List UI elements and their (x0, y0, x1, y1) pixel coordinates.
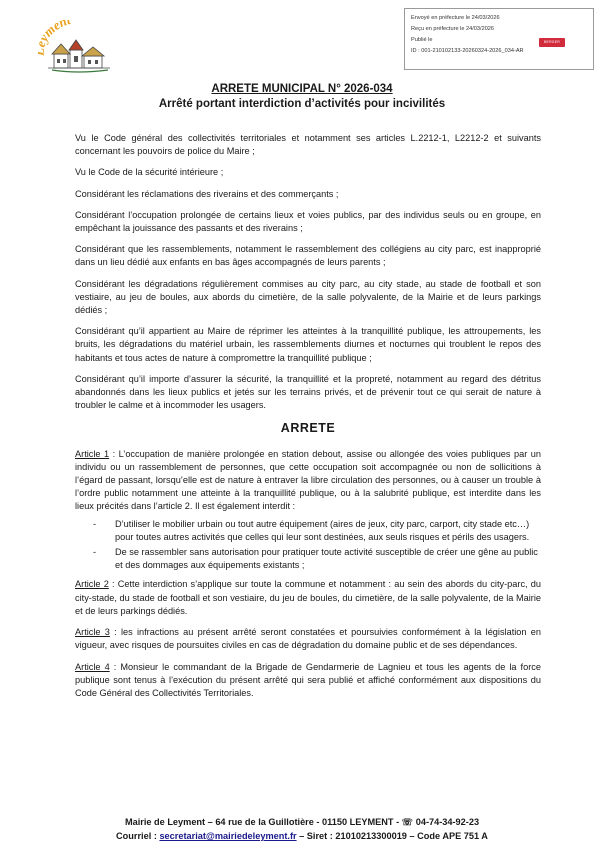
article-1-label: Article 1 (75, 448, 110, 459)
article-1-list (75, 518, 541, 573)
considerant-paragraph: Considérant les réclamations des riverains et des commerçants ; (75, 188, 339, 199)
considerant-paragraph: Considérant qu’il importe d’assurer la sécurité, la tranquillité et la propreté, notamment au regard des détritus abandonnés dans les lieux publics et jetés sur les terrains privés, et de prévenir tout ce qui serait de nature à troubler le calme et à incommoder les usagers. (75, 373, 541, 411)
decree-number-title: ARRETE MUNICIPAL N° 2026-034 (211, 83, 393, 95)
article-3 (75, 626, 541, 652)
decree-subtitle: Arrêté portant interdiction d’activités pour incivilités (158, 98, 446, 110)
footer-siret: – Siret : 21010213300019 – Code APE 751 A (296, 831, 488, 841)
decree-heading: ARRETE (280, 421, 336, 436)
considerant-paragraph: Vu le Code général des collectivités territoriales et notamment ses articles L.2212-1, L2212-2 et suivants concernant les pouvoirs de police du Maire ; (75, 133, 541, 157)
footer-address: Mairie de Leyment – 64 rue de la Guillotière - 01150 LEYMENT - ☏ 04-74-34-92-23 (124, 817, 480, 827)
prefecture-stamp (404, 8, 594, 70)
article-3-label: Article 3 (75, 627, 110, 638)
list-item: - D’utiliser le mobilier urbain ou tout autre équipement (aires de jeux, city parc, carport, city stade etc…) pour toutes autres activités que celles qui leur sont destinées, aux seuls risques et périls des usagers. (93, 518, 530, 542)
footer-contact (0, 829, 604, 843)
stamp-badge: BERGER LEVRAULT (539, 38, 565, 47)
article-1 (75, 448, 541, 514)
list-item-text: D’utiliser le mobilier urbain ou tout autre équipement (aires de jeux, city parc, carport, city stade etc…) pour toutes autres activités que celles qui leur sont destinées, aux seuls risques et périls des usagers. (115, 518, 530, 542)
decree-body (75, 132, 541, 708)
article-4-label: Article 4 (75, 661, 110, 672)
article-2-text: : Cette interdiction s’applique sur toute la commune et notamment : au sein des abords du city-parc, du city-stade, du stade de football et son vestiaire, du jeu de boules, du cimetière, de la salle polyvalente, de la Mairie et de leurs parkings dédiés. (75, 579, 541, 616)
considerant-paragraph: Considérant que les rassemblements, notamment le rassemblement des collégiens au city parc, est inapproprié dans un lieu dédié aux enfants en bas âges accompagnés de leurs parents ; (75, 244, 541, 268)
considerant-paragraph: Considérant l’occupation prolongée de certains lieux et voies publics, par des individus seuls ou en groupe, en empêchant la jouissance des passants et des riverains ; (75, 209, 541, 234)
stamp-line-id: ID : 001-210102133-20260324-2026_034-AR (411, 48, 524, 54)
considerant-paragraph: Considérant qu’il appartient au Maire de réprimer les atteintes à la tranquillité publique, les attroupements, les bruits, les dégradations du matériel urbain, les rassemblements diurnes et nocturnes qui troublent le repos des habitants et tous actes de nature à compromettre la tranquillité publique ; (75, 326, 541, 363)
article-3-text: : les infractions au présent arrêté seront constatées et poursuivies conformément à la législation en vigueur, avec risques de poursuites civiles en cas de dégradation du domaine public et de ses dépendances. (75, 627, 541, 651)
article-4-text: : Monsieur le commandant de la Brigade de Gendarmerie de Lagnieu et tous les agents de la force publique sont tenus à l’exécution du présent arrêté qui sera publié et affiché conformément aux dispositions du Code Général des Collectivités Territoriales. (75, 661, 541, 698)
commune-logo (38, 20, 128, 76)
article-4 (75, 661, 541, 701)
stamp-line-received: Reçu en préfecture le 24/03/2026 (411, 26, 495, 32)
logo-text: men (40, 20, 69, 40)
title-block (0, 82, 604, 112)
email-link[interactable]: secretariat@mairiedeleyment.fr (159, 831, 297, 841)
stamp-line-published: Publié le (411, 37, 433, 43)
list-item: - De se rassembler sans autorisation pour pratiquer toute activité susceptible de créer une gêne au public et des dommages aux équipements existants ; (93, 547, 538, 571)
page-footer (0, 815, 604, 843)
stamp-line-sent: Envoyé en préfecture le 24/03/2026 (411, 15, 500, 21)
considerant-paragraph: Vu le Code de la sécurité intérieure ; (75, 167, 224, 178)
footer-courriel-label: Courriel : (116, 831, 160, 841)
article-1-text: : L’occupation de manière prolongée en station debout, assise ou allongée des voies publiques par un individu ou un rassemblement de personnes, que cette occupation soit accompagnée ou non de sollicitions à l’égard de passant, lorsqu’elle est de nature à entraver la libre circulation des personnes, ou à causer un trouble à l’ordre public notamment une atteinte à la tranquillité publique, ou à la salubrité publique, est interdite dans les lieux précités dans l’article 2. Il est également interdit : (75, 448, 541, 512)
article-2-label: Article 2 (75, 579, 109, 590)
list-item-text: De se rassembler sans autorisation pour pratiquer toute activité susceptible de créer une gêne au public et des dommages aux équipements existants ; (115, 547, 538, 571)
considerant-paragraph: Considérant les dégradations régulièrement commises au city parc, au city stade, au stade de football et son vestiaire, au jeu de boules, aux abords du cimetière, de la salle polyvalente, de la Mairie et de leurs parkings dédiés ; (75, 278, 541, 316)
article-2 (75, 578, 541, 618)
